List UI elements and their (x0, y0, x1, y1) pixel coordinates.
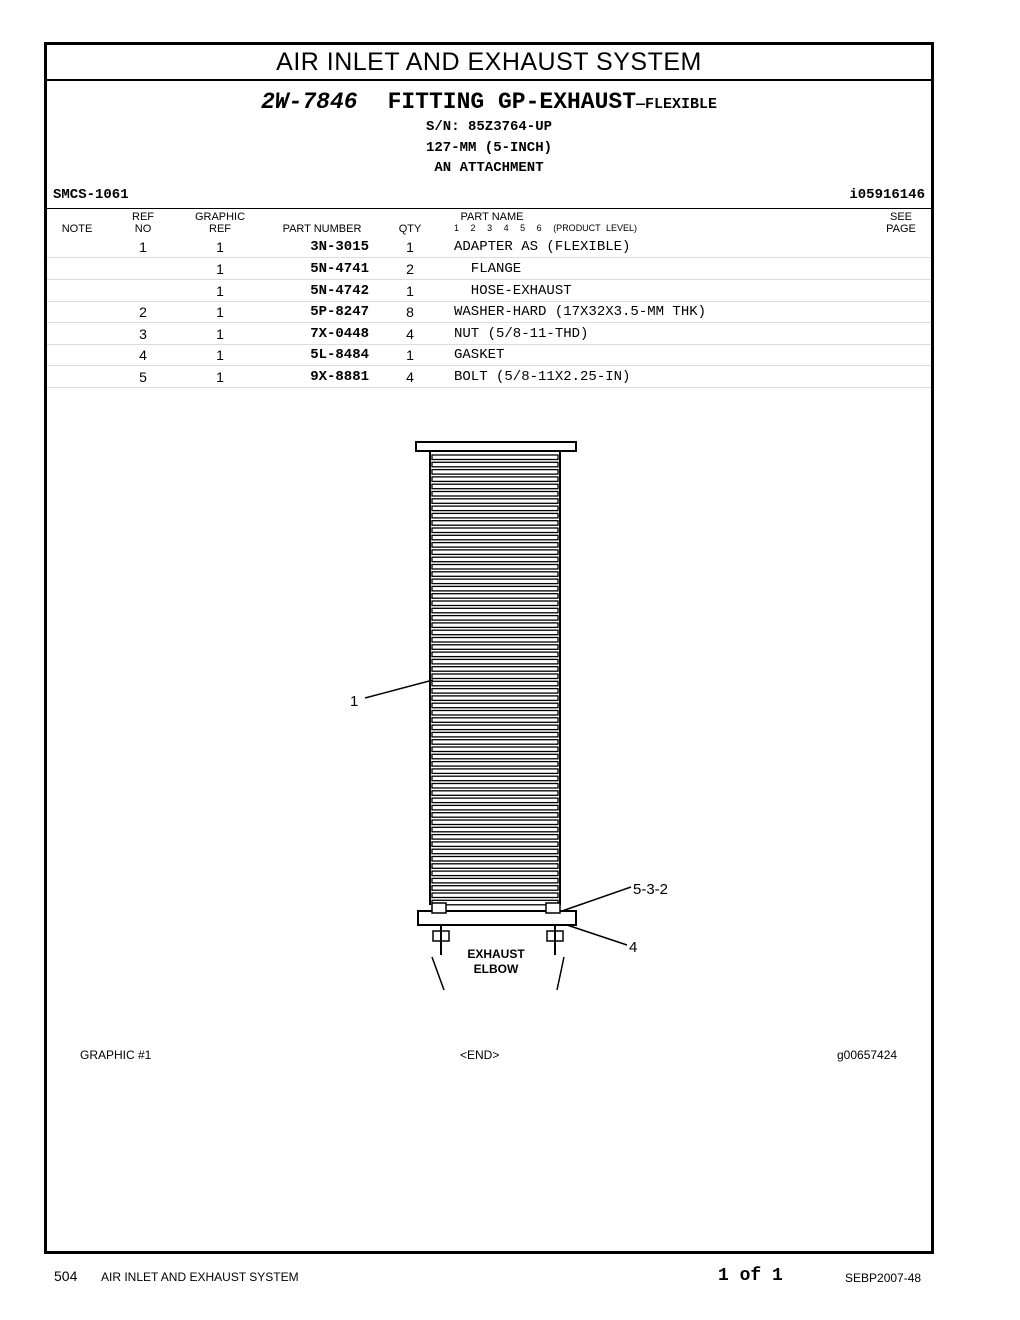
bellows-rib (432, 689, 558, 694)
bellows-rib (432, 857, 558, 862)
qty: 2 (406, 261, 414, 277)
graphic-number: GRAPHIC #1 (80, 1048, 152, 1062)
level-6: 6 (536, 223, 542, 233)
ref-no: 4 (139, 347, 147, 363)
col-part-number: PART NUMBER (282, 223, 362, 235)
bellows-rib (432, 827, 558, 832)
bellows-rib (432, 900, 558, 905)
bellows-rib (432, 776, 558, 781)
parts-illustration (47, 45, 931, 1251)
col-ref-no-line1: REF (132, 211, 154, 223)
document-id: SEBP2007-48 (845, 1271, 922, 1285)
bellows-rib (432, 667, 558, 672)
product-level-label: (PRODUCT LEVEL) (553, 223, 638, 233)
elbow-label-line2: ELBOW (473, 962, 519, 976)
page-number: 504 (54, 1268, 78, 1284)
qty: 1 (406, 283, 414, 299)
bellows-rib (432, 893, 558, 898)
bellows-rib (432, 703, 558, 708)
col-see-page-line2: PAGE (886, 223, 916, 235)
bellows-rib (432, 652, 558, 657)
qty: 8 (406, 304, 414, 320)
bellows-rib (432, 579, 558, 584)
qty: 1 (406, 347, 414, 363)
bellows-rib (432, 725, 558, 730)
graphic-ref: 1 (216, 304, 224, 320)
bellows-rib (432, 455, 558, 460)
bellows-rib (432, 805, 558, 810)
bellows-rib (432, 586, 558, 591)
graphic-ref: 1 (216, 283, 224, 299)
bellows-rib (432, 711, 558, 716)
elbow-label-line1: EXHAUST (467, 947, 525, 961)
part-number: 5P-8247 (310, 304, 369, 320)
bellows-rib (432, 470, 558, 475)
bellows-rib (432, 565, 558, 570)
col-part-name: PART NAME (460, 211, 524, 223)
qty: 1 (406, 239, 414, 255)
ref-no: 5 (139, 369, 147, 385)
bellows-rib (432, 878, 558, 883)
bellows-rib (432, 747, 558, 752)
bellows-rib (432, 842, 558, 847)
graphic-ref: 1 (216, 239, 224, 255)
bellows-rib (432, 696, 558, 701)
bellows-rib (432, 732, 558, 737)
attachment-label: AN ATTACHMENT (434, 160, 544, 176)
bellows-rib (432, 543, 558, 548)
bellows-rib (432, 659, 558, 664)
part-name: FLANGE (454, 261, 522, 277)
bellows-rib (432, 477, 558, 482)
bellows-rib (432, 484, 558, 489)
bellows-rib (432, 784, 558, 789)
elbow-right-edge (557, 957, 564, 990)
bellows-rib (432, 645, 558, 650)
part-number: 9X-8881 (310, 369, 369, 385)
bellows-rib (432, 630, 558, 635)
level-2: 2 (470, 223, 476, 233)
page-frame (44, 42, 934, 1254)
serial-number: S/N: 85Z3764-UP (425, 119, 553, 135)
bellows-hose (432, 455, 558, 905)
qty: 4 (406, 369, 414, 385)
bellows-rib (432, 762, 558, 767)
bolt-head-right (546, 903, 560, 913)
col-graphic-ref-line1: GRAPHIC (194, 211, 246, 223)
bellows-rib (432, 835, 558, 840)
part-name: GASKET (454, 347, 505, 363)
col-graphic-ref-line2: REF (209, 223, 231, 235)
level-1: 1 (454, 223, 460, 233)
bellows-rib (432, 820, 558, 825)
part-name: BOLT (5/8-11X2.25-IN) (454, 369, 631, 385)
bellows-rib (432, 674, 558, 679)
leader-1 (365, 680, 433, 698)
group-part-number: 2W-7846 (260, 89, 358, 115)
callout-1: 1 (350, 693, 359, 710)
bellows-rib (432, 886, 558, 891)
bellows-rib (432, 550, 558, 555)
bellows-rib (432, 528, 558, 533)
bellows-rib (432, 740, 558, 745)
callout-4: 4 (629, 939, 638, 956)
level-5: 5 (520, 223, 526, 233)
sheet-count: 1 of 1 (718, 1266, 783, 1286)
part-name: ADAPTER AS (FLEXIBLE) (454, 239, 631, 255)
bellows-rib (432, 754, 558, 759)
graphic-ref: 1 (216, 326, 224, 342)
part-number: 5L-8484 (310, 347, 369, 363)
col-see-page-line1: SEE (889, 211, 912, 223)
qty: 4 (406, 326, 414, 342)
level-4: 4 (503, 223, 509, 233)
bellows-rib (432, 492, 558, 497)
section-title: AIR INLET AND EXHAUST SYSTEM (47, 45, 931, 81)
ref-no: 3 (139, 326, 147, 342)
ref-no: 2 (139, 304, 147, 320)
size-spec: 127-MM (5-INCH) (425, 140, 553, 156)
bellows-rib (432, 499, 558, 504)
bellows-rib (432, 849, 558, 854)
graphic-ref: 1 (216, 347, 224, 363)
bellows-rib (432, 769, 558, 774)
callout-532: 5-3-2 (633, 881, 669, 898)
bellows-rib (432, 718, 558, 723)
elbow-left-edge (432, 957, 444, 990)
bellows-rib (432, 791, 558, 796)
bellows-rib (432, 638, 558, 643)
group-name-suffix: —FLEXIBLE (636, 96, 718, 113)
part-number: 5N-4742 (310, 283, 369, 299)
part-number: 3N-3015 (310, 239, 369, 255)
bellows-rib (432, 871, 558, 876)
bellows-rib (432, 521, 558, 526)
bellows-rib (432, 506, 558, 511)
col-qty: QTY (398, 223, 422, 235)
part-name: HOSE-EXHAUST (454, 283, 572, 299)
part-name: WASHER-HARD (17X32X3.5-MM THK) (454, 304, 707, 320)
bellows-rib (432, 864, 558, 869)
ref-no: 1 (139, 239, 147, 255)
bellows-rib (432, 462, 558, 467)
graphic-ref: 1 (216, 261, 224, 277)
col-ref-no-line2: NO (134, 223, 152, 235)
group-name: FITTING GP-EXHAUST (387, 89, 637, 115)
part-name: NUT (5/8-11-THD) (454, 326, 589, 342)
bellows-rib (432, 608, 558, 613)
top-flange (416, 442, 576, 451)
bellows-rib (432, 535, 558, 540)
bellows-rib (432, 557, 558, 562)
part-number: 7X-0448 (310, 326, 369, 342)
bellows-rib (432, 594, 558, 599)
bellows-rib (432, 798, 558, 803)
leader-532 (562, 887, 631, 911)
leader-4 (567, 925, 627, 945)
footer-section: AIR INLET AND EXHAUST SYSTEM (101, 1270, 299, 1284)
end-marker: <END> (460, 1048, 500, 1062)
bellows-rib (432, 572, 558, 577)
bellows-rib (432, 601, 558, 606)
part-number: 5N-4741 (310, 261, 369, 277)
graphic-ref: 1 (216, 369, 224, 385)
bolt-head-left (432, 903, 446, 913)
illustration-id: i05916146 (849, 187, 925, 203)
bellows-rib (432, 813, 558, 818)
graphic-id: g00657424 (837, 1048, 898, 1062)
bellows-rib (432, 623, 558, 628)
level-3: 3 (487, 223, 493, 233)
bellows-rib (432, 616, 558, 621)
bellows-rib (432, 681, 558, 686)
bellows-rib (432, 513, 558, 518)
smcs-code: SMCS-1061 (53, 187, 129, 203)
col-note: NOTE (61, 223, 93, 235)
